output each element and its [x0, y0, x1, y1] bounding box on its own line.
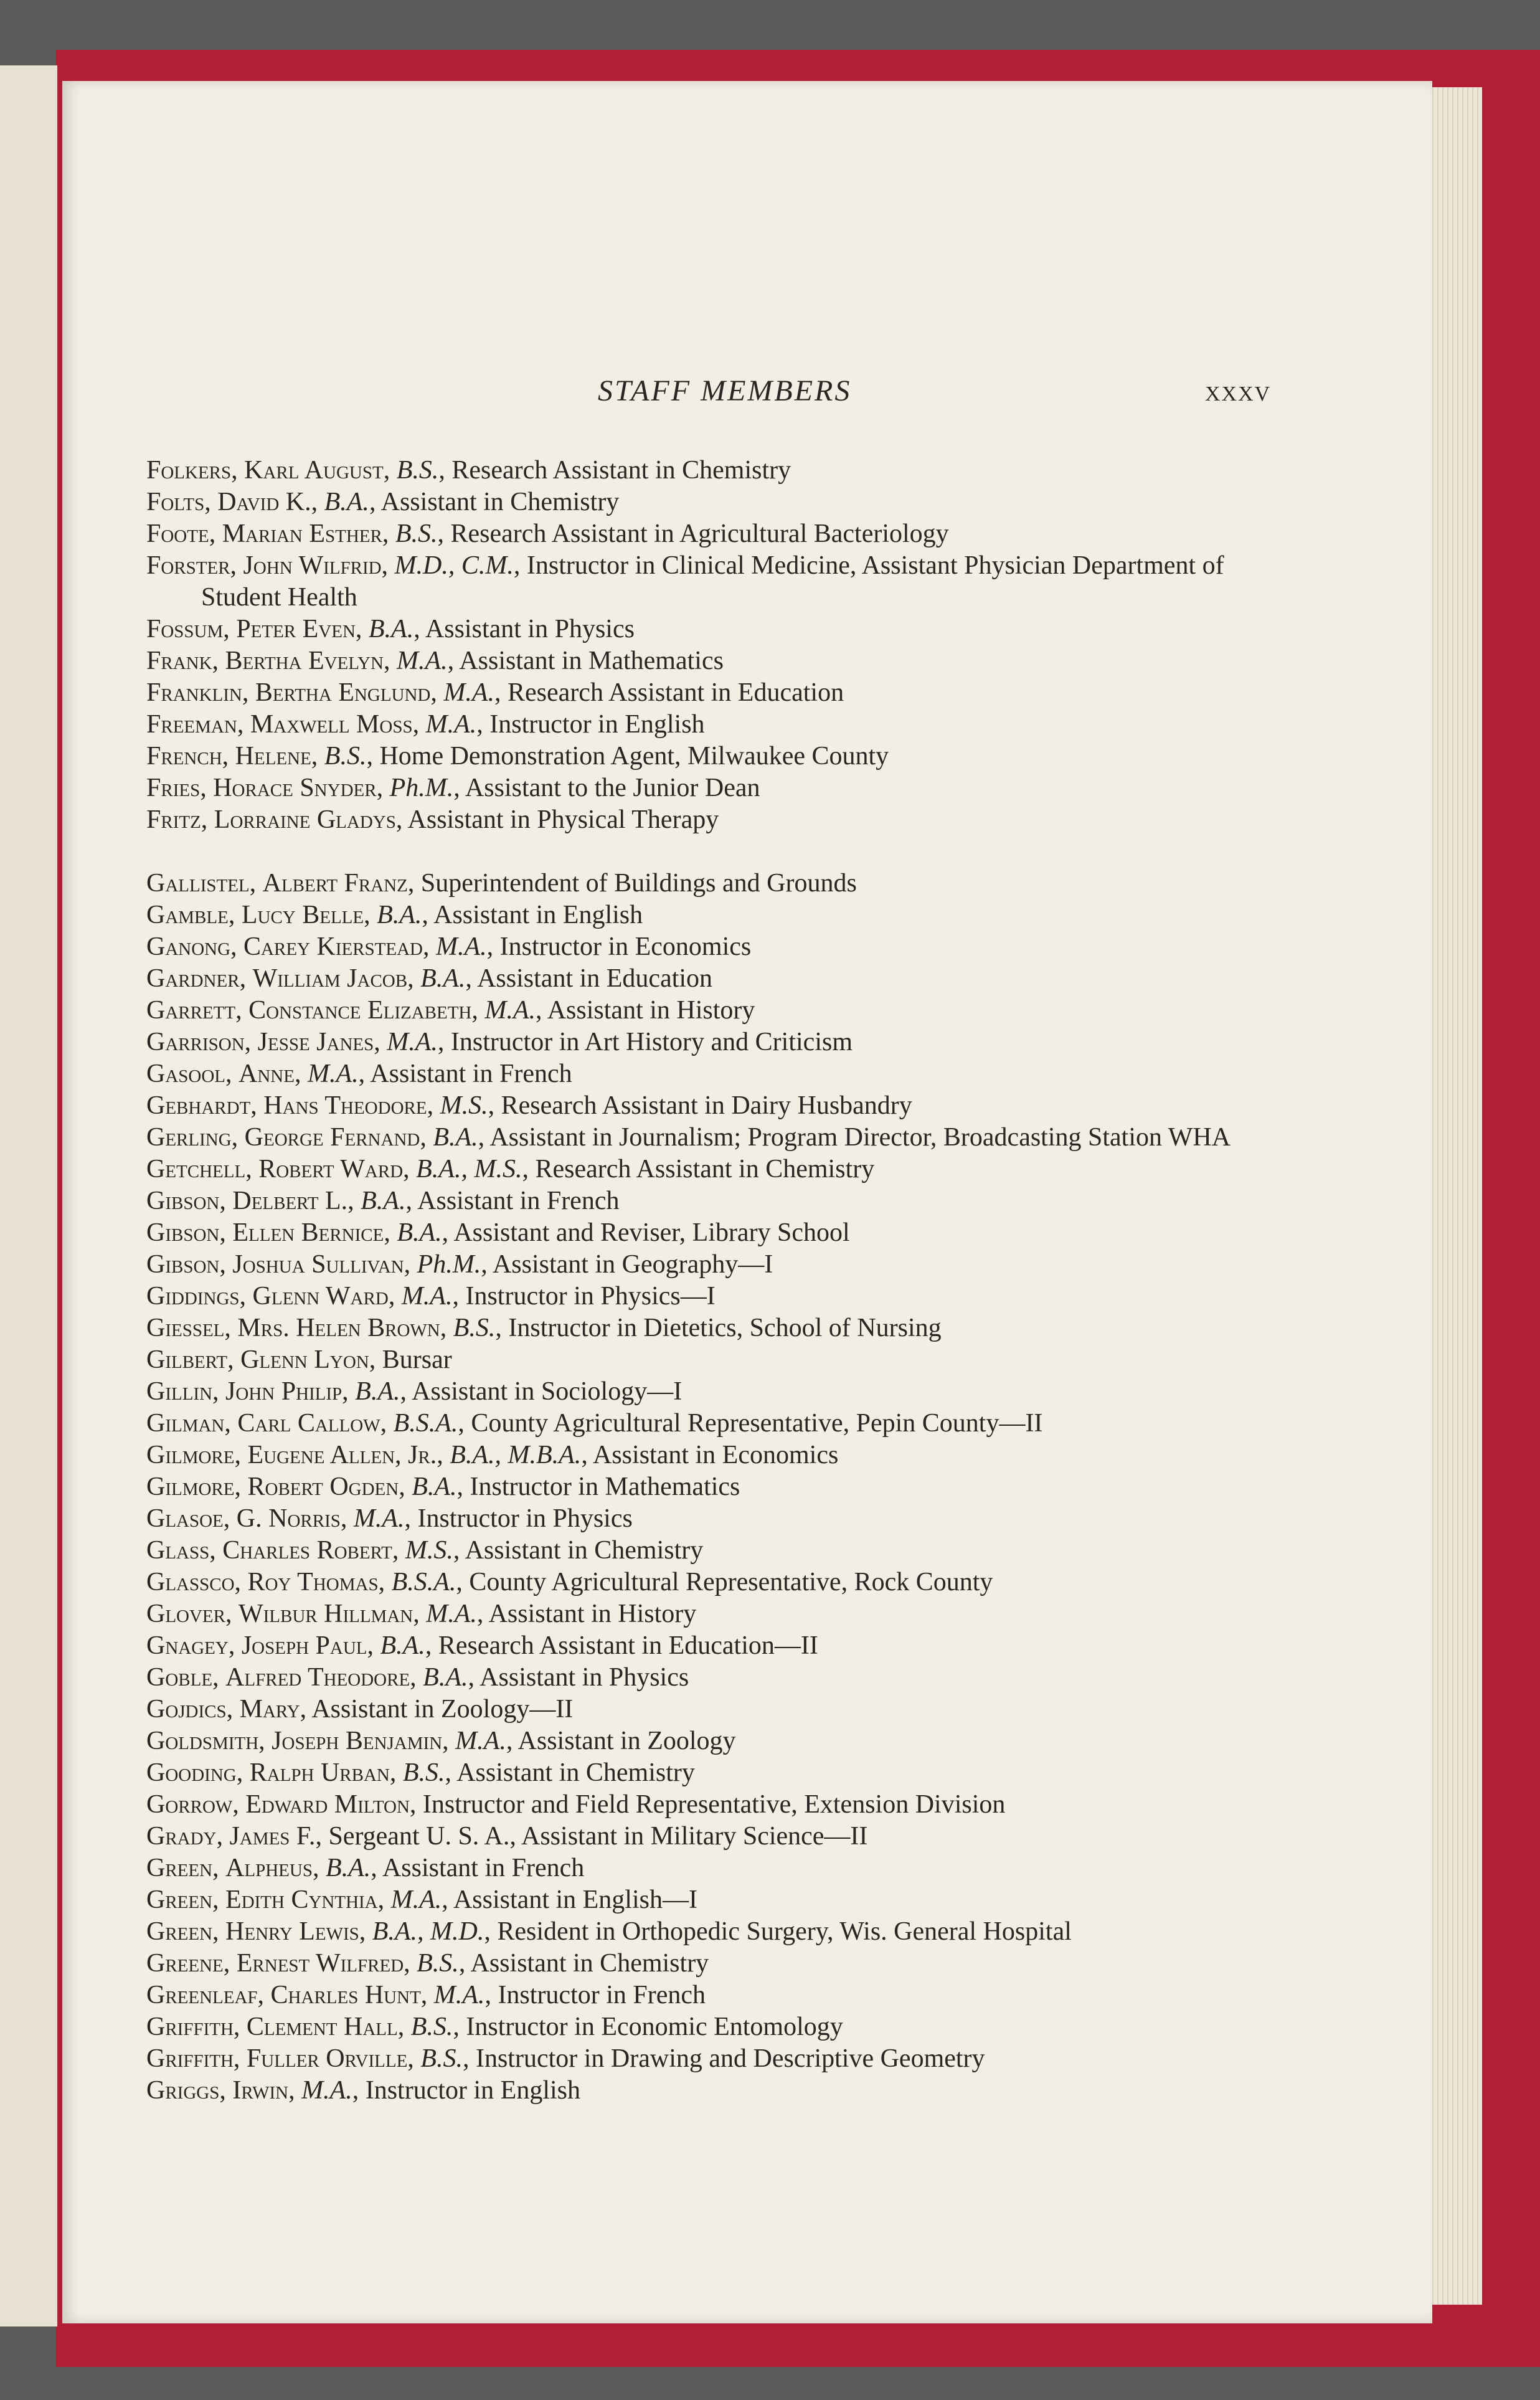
staff-entry: Grady, James F., Sergeant U. S. A., Assistant in Military Science—II	[146, 1822, 868, 1851]
entry-surname: Gamble	[146, 901, 229, 929]
entry-position: Instructor in Dietetics, School of Nursing	[508, 1314, 942, 1342]
staff-entry: Gasool, Anne, M.A., Assistant in French	[146, 1060, 572, 1088]
entry-surname: Glover	[146, 1600, 225, 1628]
entry-surname: Glassco	[146, 1568, 235, 1596]
entry-given-name: Albert Franz	[262, 869, 408, 898]
entry-given-name: Jesse Janes	[257, 1028, 374, 1056]
entry-given-name: Joshua Sullivan	[232, 1250, 404, 1279]
entry-degree: B.A.	[433, 1123, 478, 1152]
entry-given-name: Fuller Orville	[246, 2044, 408, 2073]
entry-position: Research Assistant in Chemistry	[451, 456, 791, 485]
entry-position: Instructor in English	[365, 2076, 581, 2105]
entry-given-name: Peter Even	[236, 615, 356, 643]
entry-given-name: Karl August	[244, 456, 384, 485]
entry-given-name: Alpheus	[225, 1854, 313, 1882]
staff-entry: Garrett, Constance Elizabeth, M.A., Assistant in History	[146, 996, 755, 1025]
entry-position: Instructor in Economics	[499, 932, 752, 961]
entry-given-name: Robert Ward	[258, 1155, 404, 1183]
entry-given-name: Roy Thomas	[247, 1568, 379, 1596]
entry-given-name: Edward Milton	[245, 1790, 410, 1819]
entry-surname: Forster	[146, 551, 230, 580]
staff-entry: Glassco, Roy Thomas, B.S.A., County Agricultural Representative, Rock County	[146, 1568, 993, 1596]
entry-position: Assistant in French	[382, 1854, 585, 1882]
entry-surname: Garrett	[146, 996, 236, 1025]
entry-position: Assistant to the Junior Dean	[465, 774, 760, 802]
staff-entry: Foote, Marian Esther, B.S., Research Assistant in Agricultural Bacteriology	[146, 519, 949, 548]
entry-position: Assistant in Mathematics	[459, 647, 724, 675]
entry-surname: Gardner	[146, 964, 240, 993]
entry-given-name: Glenn Ward	[252, 1282, 389, 1311]
entry-degree: B.A.	[423, 1663, 468, 1692]
entry-surname: Goldsmith	[146, 1727, 259, 1755]
entry-surname: Fossum	[146, 615, 224, 643]
entry-surname: Gallistel	[146, 869, 250, 898]
entry-surname: Gebhardt	[146, 1091, 251, 1120]
entry-position: Assistant in Chemistry	[456, 1758, 695, 1787]
staff-entry: Griggs, Irwin, M.A., Instructor in English	[146, 2076, 581, 2105]
entry-degree: B.S.	[410, 2013, 453, 2041]
entry-position: Assistant in Physics	[425, 615, 635, 643]
entry-surname: Glass	[146, 1536, 210, 1565]
entry-surname: Gibson	[146, 1250, 220, 1279]
staff-entry: Fritz, Lorraine Gladys, Assistant in Physical Therapy	[146, 805, 719, 834]
entry-given-name: James F.	[229, 1822, 316, 1851]
entry-given-name: Ralph Urban	[249, 1758, 390, 1787]
entry-given-name: Wilbur Hillman	[239, 1600, 413, 1628]
book-page	[62, 81, 1432, 2323]
entry-surname: Griffith	[146, 2044, 234, 2073]
entry-surname: Gerling	[146, 1123, 232, 1152]
entry-position: Instructor in Mathematics	[470, 1473, 740, 1501]
entry-degree: B.A.	[361, 1187, 406, 1215]
staff-entry: Getchell, Robert Ward, B.A., M.S., Research Assistant in Chemistry	[146, 1155, 875, 1183]
entry-degree: B.S.	[420, 2044, 463, 2073]
entry-surname: Gorrow	[146, 1790, 233, 1819]
entry-degree: M.D., C.M.	[394, 551, 514, 580]
entry-position: Assistant in Chemistry	[465, 1536, 704, 1565]
entry-surname: Gilbert	[146, 1345, 228, 1374]
entry-given-name: Ellen Bernice	[232, 1218, 384, 1247]
entry-given-name: Bertha Englund	[255, 678, 431, 707]
entry-position: Instructor and Field Representative, Extension Division	[422, 1790, 1006, 1819]
entry-surname: Green	[146, 1854, 213, 1882]
staff-entry: Fossum, Peter Even, B.A., Assistant in Physics	[146, 615, 635, 643]
entry-surname: Gilman	[146, 1409, 225, 1438]
staff-entry: Gibson, Ellen Bernice, B.A., Assistant and Reviser, Library School	[146, 1218, 850, 1247]
entry-given-name: John Philip	[225, 1377, 342, 1406]
entry-surname: Greene	[146, 1949, 224, 1978]
entry-degree: B.S.	[417, 1949, 459, 1978]
entry-given-name: Edith Cynthia	[225, 1885, 378, 1914]
entry-position: Assistant in Education	[477, 964, 713, 993]
entry-surname: Folkers	[146, 456, 232, 485]
entry-given-name: Constance Elizabeth	[248, 996, 472, 1025]
staff-entry: Garrison, Jesse Janes, M.A., Instructor in Art History and Criticism	[146, 1028, 853, 1056]
staff-entry: Gorrow, Edward Milton, Instructor and Field Representative, Extension Division	[146, 1790, 1006, 1819]
entry-given-name: Eugene Allen, Jr.	[247, 1441, 437, 1469]
entry-given-name: Charles Robert	[222, 1536, 392, 1565]
staff-entry: Gibson, Delbert L., B.A., Assistant in French	[146, 1187, 620, 1215]
entry-surname: Gillin	[146, 1377, 213, 1406]
entry-position: Assistant in French	[417, 1187, 620, 1215]
entry-given-name: Lorraine Gladys	[214, 805, 396, 834]
staff-entry: Gerling, George Fernand, B.A., Assistant in Journalism; Program Director, Broadcasting Station WHA	[146, 1123, 1231, 1152]
entry-degree: B.A.	[368, 615, 414, 643]
entry-surname: Gilmore	[146, 1441, 235, 1469]
staff-entry: Forster, John Wilfrid, M.D., C.M., Instructor in Clinical Medicine, Assistant Physician Department of Student Health	[146, 551, 1224, 612]
entry-position: Sergeant U. S. A., Assistant in Military Science—II	[328, 1822, 868, 1851]
entry-given-name: Maxwell Moss	[250, 710, 413, 739]
entry-given-name: Ernest Wilfred	[236, 1949, 404, 1978]
entry-surname: Gnagey	[146, 1631, 229, 1660]
entry-surname: Folts	[146, 488, 205, 516]
staff-entry: Greenleaf, Charles Hunt, M.A., Instructor in French	[146, 1981, 706, 2009]
entry-surname: Griggs	[146, 2076, 220, 2105]
entry-degree: B.A.	[324, 488, 369, 516]
entry-position: Assistant in Geography—I	[492, 1250, 773, 1279]
entry-given-name: Marian Esther	[222, 519, 382, 548]
entry-position: Assistant in Sociology—I	[412, 1377, 683, 1406]
page-number: xxxv	[1205, 374, 1272, 407]
entry-given-name: Joseph Benjamin	[272, 1727, 443, 1755]
staff-entry: Ganong, Carey Kierstead, M.A., Instructor in Economics	[146, 932, 752, 961]
entry-surname: Frank	[146, 647, 212, 675]
entry-degree: M.A.	[425, 710, 477, 739]
entry-degree: B.A.	[380, 1631, 425, 1660]
entry-position: Resident in Orthopedic Surgery, Wis. General Hospital	[497, 1917, 1072, 1946]
staff-entry: Gnagey, Joseph Paul, B.A., Research Assistant in Education—II	[146, 1631, 818, 1660]
entry-position: Research Assistant in Dairy Husbandry	[501, 1091, 912, 1120]
staff-entry: Griffith, Fuller Orville, B.S., Instructor in Drawing and Descriptive Geometry	[146, 2044, 985, 2073]
entry-position: Bursar	[382, 1345, 452, 1374]
entry-position: Assistant in English	[433, 901, 643, 929]
entry-degree: Ph.M.	[389, 774, 454, 802]
entry-degree: B.S.	[395, 519, 438, 548]
staff-entry: Gibson, Joshua Sullivan, Ph.M., Assistant in Geography—I	[146, 1250, 773, 1279]
previous-page-edge	[0, 65, 57, 2326]
entry-given-name: Anne	[239, 1060, 295, 1088]
entry-position: Assistant in History	[547, 996, 755, 1025]
entry-position: Research Assistant in Education	[508, 678, 844, 707]
entry-surname: Fries	[146, 774, 201, 802]
entry-degree: M.A.	[401, 1282, 453, 1311]
entry-degree: M.S.	[440, 1091, 488, 1120]
entry-surname: Ganong	[146, 932, 231, 961]
staff-entry: Gilmore, Eugene Allen, Jr., B.A., M.B.A., Assistant in Economics	[146, 1441, 839, 1469]
entry-given-name: Carey Kierstead	[243, 932, 423, 961]
entry-given-name: David K.	[217, 488, 311, 516]
entry-surname: Gooding	[146, 1758, 237, 1787]
staff-entry: Goldsmith, Joseph Benjamin, M.A., Assistant in Zoology	[146, 1727, 736, 1755]
staff-entry: Franklin, Bertha Englund, M.A., Research Assistant in Education	[146, 678, 844, 707]
staff-entry: Gallistel, Albert Franz, Superintendent of Buildings and Grounds	[146, 869, 857, 898]
staff-entry: Frank, Bertha Evelyn, M.A., Assistant in Mathematics	[146, 647, 724, 675]
entry-position: Assistant in History	[488, 1600, 697, 1628]
staff-entry: Freeman, Maxwell Moss, M.A., Instructor in English	[146, 710, 705, 739]
entry-given-name: Charles Hunt	[270, 1981, 421, 2009]
entry-given-name: George Fernand	[244, 1123, 420, 1152]
entry-position: Superintendent of Buildings and Grounds	[420, 869, 857, 898]
staff-entry: Green, Edith Cynthia, M.A., Assistant in English—I	[146, 1885, 697, 1914]
staff-entry: Gamble, Lucy Belle, B.A., Assistant in English	[146, 901, 643, 929]
entry-surname: Gojdics	[146, 1695, 227, 1724]
entry-degree: B.S.	[402, 1758, 445, 1787]
entry-given-name: Mrs. Helen Brown	[237, 1314, 440, 1342]
entry-degree: Ph.M.	[417, 1250, 481, 1279]
entry-degree: B.A., M.S.	[416, 1155, 522, 1183]
entry-position: Assistant in Chemistry	[380, 488, 620, 516]
entry-degree: M.A.	[426, 1600, 477, 1628]
staff-entry: Gardner, William Jacob, B.A., Assistant in Education	[146, 964, 713, 993]
entry-degree: B.A.	[355, 1377, 400, 1406]
staff-entry: Giessel, Mrs. Helen Brown, B.S., Instructor in Dietetics, School of Nursing	[146, 1314, 942, 1342]
entry-degree: B.S.	[324, 742, 367, 771]
entry-surname: French	[146, 742, 222, 771]
entry-degree: B.A.	[325, 1854, 371, 1882]
entry-surname: Franklin	[146, 678, 242, 707]
entry-surname: Fritz	[146, 805, 201, 834]
entry-given-name: Horace Snyder	[213, 774, 377, 802]
entry-surname: Gilmore	[146, 1473, 235, 1501]
entry-position: Assistant in Zoology	[517, 1727, 736, 1755]
entry-position: Instructor in Clinical Medicine, Assistant Physician Department of Student Health	[201, 551, 1224, 612]
entry-surname: Glasoe	[146, 1504, 224, 1533]
entry-surname: Griffith	[146, 2013, 234, 2041]
entry-position: Assistant and Reviser, Library School	[453, 1218, 850, 1247]
entry-position: Research Assistant in Chemistry	[535, 1155, 875, 1183]
entry-given-name: Helene	[235, 742, 311, 771]
staff-entry: Folkers, Karl August, B.S., Research Assistant in Chemistry	[146, 456, 791, 485]
staff-entry: Gilman, Carl Callow, B.S.A., County Agricultural Representative, Pepin County—II	[146, 1409, 1043, 1438]
entry-position: Research Assistant in Agricultural Bacteriology	[450, 519, 949, 548]
staff-entry: Fries, Horace Snyder, Ph.M., Assistant to the Junior Dean	[146, 774, 760, 802]
entry-surname: Gibson	[146, 1187, 220, 1215]
entry-surname: Green	[146, 1885, 213, 1914]
entry-given-name: Joseph Paul	[241, 1631, 367, 1660]
staff-entry: Gooding, Ralph Urban, B.S., Assistant in Chemistry	[146, 1758, 695, 1787]
entry-given-name: John Wilfrid	[243, 551, 382, 580]
entry-position: Instructor in English	[489, 710, 705, 739]
entry-given-name: Bertha Evelyn	[225, 647, 384, 675]
staff-entry: Greene, Ernest Wilfred, B.S., Assistant in Chemistry	[146, 1949, 709, 1978]
entry-degree: M.S.	[405, 1536, 453, 1565]
entry-given-name: Carl Callow	[237, 1409, 380, 1438]
entry-position: Instructor in Physics	[417, 1504, 633, 1533]
entry-given-name: Robert Ogden	[247, 1473, 399, 1501]
staff-entry: Glover, Wilbur Hillman, M.A., Assistant in History	[146, 1600, 697, 1628]
entry-given-name: Mary	[239, 1695, 300, 1724]
entry-degree: B.A.	[412, 1473, 457, 1501]
staff-entry: Gilbert, Glenn Lyon, Bursar	[146, 1345, 452, 1374]
entry-position: Home Demonstration Agent, Milwaukee County	[379, 742, 889, 771]
staff-entry: Green, Henry Lewis, B.A., M.D., Resident in Orthopedic Surgery, Wis. General Hospital	[146, 1917, 1072, 1946]
entry-degree: M.A.	[433, 1981, 485, 2009]
entry-position: Instructor in French	[498, 1981, 706, 2009]
entry-position: Assistant in Chemistry	[470, 1949, 709, 1978]
entry-surname: Grady	[146, 1822, 217, 1851]
entry-surname: Freeman	[146, 710, 237, 739]
entry-surname: Gasool	[146, 1060, 226, 1088]
entry-position: Assistant in French	[370, 1060, 572, 1088]
entry-degree: B.A., M.D.	[372, 1917, 484, 1946]
entry-position: Assistant in Physical Therapy	[407, 805, 719, 834]
staff-entry: French, Helene, B.S., Home Demonstration Agent, Milwaukee County	[146, 742, 889, 771]
entry-degree: B.A.	[397, 1218, 442, 1247]
entry-degree: B.S.	[453, 1314, 496, 1342]
entry-degree: M.A.	[455, 1727, 506, 1755]
entry-position: Instructor in Drawing and Descriptive Geometry	[475, 2044, 985, 2073]
staff-entry: Gebhardt, Hans Theodore, M.S., Research Assistant in Dairy Husbandry	[146, 1091, 912, 1120]
entry-given-name: Delbert L.	[232, 1187, 348, 1215]
entry-degree: M.A.	[443, 678, 495, 707]
entry-position: County Agricultural Representative, Pepin County—II	[471, 1409, 1043, 1438]
entry-position: Assistant in Zoology—II	[311, 1695, 574, 1724]
entry-position: Research Assistant in Education—II	[438, 1631, 818, 1660]
entry-surname: Greenleaf	[146, 1981, 258, 2009]
entry-degree: B.S.	[396, 456, 439, 485]
entry-surname: Garrison	[146, 1028, 245, 1056]
staff-entry: Green, Alpheus, B.A., Assistant in French	[146, 1854, 585, 1882]
staff-entry: Giddings, Glenn Ward, M.A., Instructor in Physics—I	[146, 1282, 716, 1311]
entry-given-name: Clement Hall	[246, 2013, 398, 2041]
entry-position: Assistant in Physics	[479, 1663, 689, 1692]
staff-entry: Folts, David K., B.A., Assistant in Chemistry	[146, 488, 620, 516]
entry-given-name: Glenn Lyon	[240, 1345, 369, 1374]
entry-given-name: William Jacob	[252, 964, 408, 993]
entry-degree: M.A.	[390, 1885, 442, 1914]
entry-degree: B.S.A.	[391, 1568, 456, 1596]
staff-entry: Glass, Charles Robert, M.S., Assistant in Chemistry	[146, 1536, 704, 1565]
entry-position: County Agricultural Representative, Rock County	[469, 1568, 993, 1596]
entry-surname: Goble	[146, 1663, 213, 1692]
entry-given-name: Hans Theodore	[263, 1091, 427, 1120]
entry-position: Assistant in English—I	[453, 1885, 697, 1914]
staff-entry: Glasoe, G. Norris, M.A., Instructor in Physics	[146, 1504, 633, 1533]
entry-surname: Gibson	[146, 1218, 220, 1247]
entry-position: Instructor in Physics—I	[465, 1282, 716, 1311]
entry-given-name: Lucy Belle	[241, 901, 364, 929]
entry-surname: Foote	[146, 519, 209, 548]
entry-position: Assistant in Journalism; Program Director, Broadcasting Station WHA	[489, 1123, 1231, 1152]
entry-position: Instructor in Economic Entomology	[466, 2013, 843, 2041]
staff-list	[146, 455, 1298, 2107]
staff-entry: Gillin, John Philip, B.A., Assistant in Sociology—I	[146, 1377, 683, 1406]
entry-surname: Getchell	[146, 1155, 246, 1183]
staff-entry: Griffith, Clement Hall, B.S., Instructor in Economic Entomology	[146, 2013, 843, 2041]
entry-given-name: Alfred Theodore	[225, 1663, 410, 1692]
entry-degree: B.A., M.B.A.	[450, 1441, 582, 1469]
entry-position: Instructor in Art History and Criticism	[450, 1028, 853, 1056]
entry-given-name: Henry Lewis	[225, 1917, 359, 1946]
entry-surname: Green	[146, 1917, 213, 1946]
entry-degree: M.A.	[387, 1028, 438, 1056]
entry-degree: B.S.A.	[393, 1409, 458, 1438]
entry-degree: B.A.	[420, 964, 466, 993]
entry-surname: Giddings	[146, 1282, 240, 1311]
staff-entry: Goble, Alfred Theodore, B.A., Assistant in Physics	[146, 1663, 689, 1692]
entry-degree: M.A.	[353, 1504, 405, 1533]
entry-position: Assistant in Economics	[593, 1441, 839, 1469]
entry-given-name: Irwin	[232, 2076, 289, 2105]
entry-degree: M.A.	[484, 996, 536, 1025]
entry-given-name: G. Norris	[236, 1504, 341, 1533]
entry-surname: Giessel	[146, 1314, 225, 1342]
staff-entry: Gojdics, Mary, Assistant in Zoology—II	[146, 1695, 574, 1724]
entry-degree: M.A.	[301, 2076, 352, 2105]
entry-degree: B.A.	[377, 901, 422, 929]
staff-entry: Gilmore, Robert Ogden, B.A., Instructor in Mathematics	[146, 1473, 740, 1501]
entry-degree: M.A.	[396, 647, 448, 675]
entry-degree: M.A.	[307, 1060, 359, 1088]
entry-degree: M.A.	[436, 932, 487, 961]
page-title: STAFF MEMBERS	[598, 374, 852, 407]
